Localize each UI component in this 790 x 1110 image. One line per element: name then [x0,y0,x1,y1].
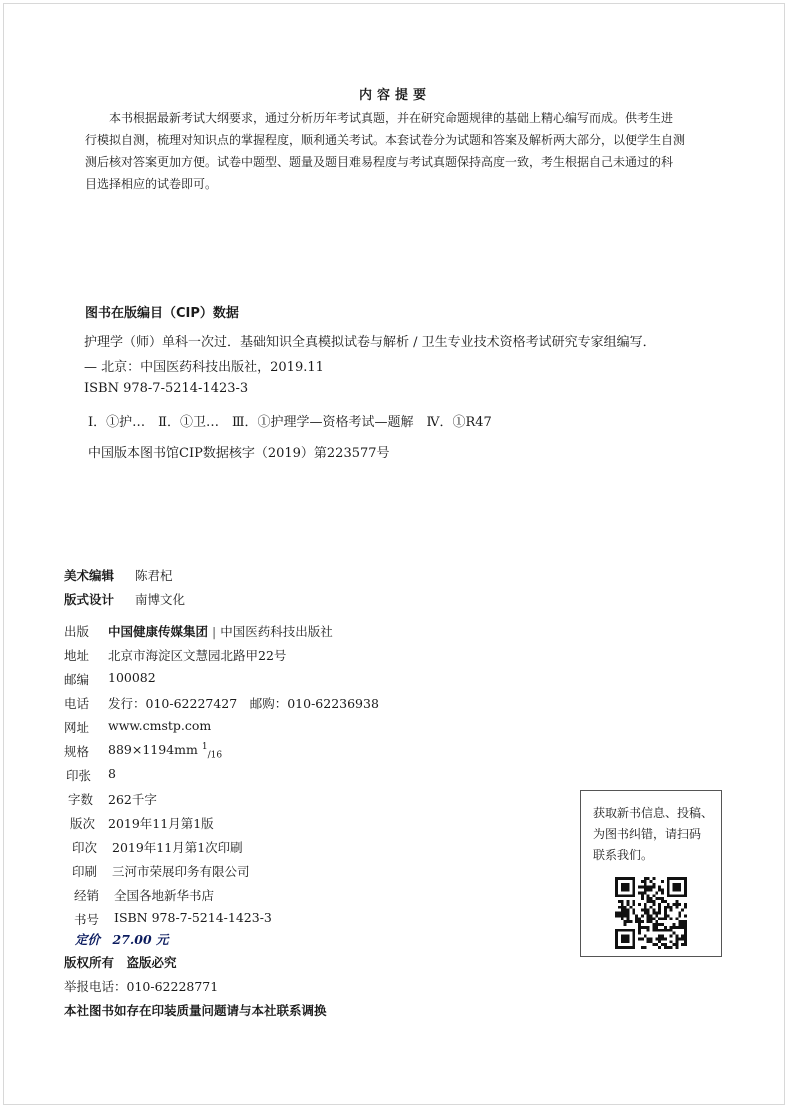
qr-text-line: 联系我们。 [593,848,654,862]
book-number-value: ISBN 978-7-5214-1423-3 [114,910,272,925]
art-editor-label: 美术编辑 [64,568,115,583]
format-numerator: 1 [201,742,208,752]
publisher-label: 出版 [64,624,90,639]
layout-design-value: 南博文化 [135,592,186,607]
printing-value: 2019年11月第1次印刷 [112,840,243,855]
distributor-label: 经销 [74,888,100,903]
summary-title: 内容提要 [358,88,431,103]
price: 定价 27.00 元 [75,932,169,947]
qr-box [580,790,722,957]
format-value [108,742,222,761]
qr-text-line: 获取新书信息、投稿、 [593,806,714,820]
art-editor-value: 陈君杞 [135,568,173,583]
postcode-value: 100082 [108,670,156,685]
sheets-label: 印张 [66,768,92,783]
words-label: 字数 [68,792,94,807]
qr-text-line: 为图书纠错，请扫码 [593,827,702,841]
summary-body [85,107,730,195]
phone-label: 电话 [64,696,90,711]
format-label: 规格 [64,744,90,759]
edition-value: 2019年11月第1版 [108,816,214,831]
phone-value: 发行：010-62227427 邮购：010-62236938 [108,696,379,711]
distributor-value: 全国各地新华书店 [114,888,215,903]
printer-value: 三河市荣展印务有限公司 [112,864,250,879]
cip-line-publisher: — 北京：中国医药科技出版社，2019.11 [84,360,324,375]
edition-label: 版次 [70,816,96,831]
words-value: 262千字 [108,792,157,807]
summary-line: 行模拟自测，梳理对知识点的掌握程度，顺利通关考试。本套试卷分为试题和答案及解析两大部分，以便学生自测 [85,133,686,147]
website-value: www.cmstp.com [108,718,212,733]
printing-label: 印次 [72,840,98,855]
publisher-separator: | [212,624,217,639]
website-label: 网址 [64,720,90,735]
publisher-value [108,622,333,640]
cip-isbn: ISBN 978-7-5214-1423-3 [84,381,249,396]
publisher-group: 中国健康传媒集团 [108,624,209,639]
qr-text [593,803,715,866]
address-label: 地址 [64,648,90,663]
rights-notice: 版权所有 盗版必究 [64,955,177,970]
cip-title: 图书在版编目（CIP）数据 [85,306,239,321]
format-size: 889×1194mm [108,742,198,758]
cip-line-title: 护理学（师）单科一次过．基础知识全真模拟试卷与解析 / 卫生专业技术资格考试研究专家组编写． [84,335,656,350]
postcode-label: 邮编 [64,672,90,687]
report-phone: 举报电话：010-62228771 [64,979,219,994]
publisher-name: 中国医药科技出版社 [220,624,333,639]
layout-design-label: 版式设计 [64,592,115,607]
cip-classification: Ⅰ．①护… Ⅱ．①卫… Ⅲ．①护理学—资格考试—题解 Ⅳ．①R47 [88,415,492,430]
quality-notice: 本社图书如存在印装质量问题请与本社联系调换 [64,1003,327,1018]
summary-line: 本书根据最新考试大纲要求，通过分析历年考试真题，并在研究命题规律的基础上精心编写而成。供考生进 [109,111,674,125]
summary-line: 测后核对答案更加方便。试卷中题型、题量及题目难易程度与考试真题保持高度一致，考生根据自己未通过的科 [85,155,674,169]
qr-code-icon[interactable] [615,877,687,949]
book-number-label: 书号 [74,912,100,927]
sheets-value: 8 [108,766,116,781]
address-value: 北京市海淀区文慧园北路甲22号 [108,648,287,663]
printer-label: 印刷 [72,864,98,879]
summary-line: 目选择相应的试卷即可。 [85,177,218,191]
format-denominator: /16 [207,750,223,761]
cip-catalog-number: 中国版本图书馆CIP数据核字（2019）第223577号 [88,446,390,461]
